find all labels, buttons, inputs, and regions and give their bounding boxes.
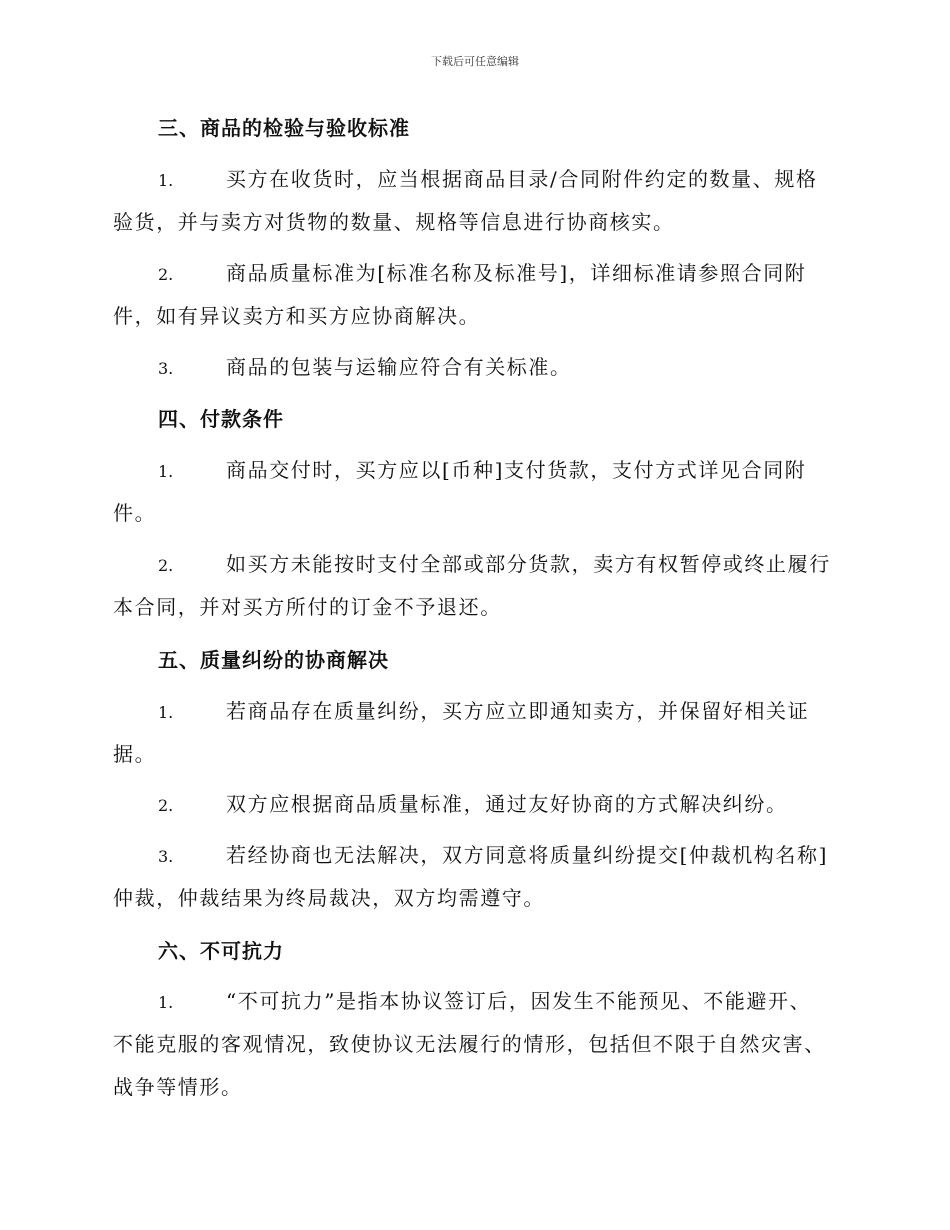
section-heading: 六、不可抗力 — [158, 939, 284, 963]
item-text: “不可抗力”是指本协议签订后，因发生不能预见、不能避开、 — [226, 989, 812, 1013]
section-heading: 五、质量纠纷的协商解决 — [158, 648, 389, 672]
item-text: 本合同，并对买方所付的订金不予退还。 — [113, 595, 502, 619]
item-number: 2. — [158, 796, 174, 815]
page-header: 下载后可任意编辑 — [431, 55, 519, 68]
list-item — [113, 690, 833, 776]
item-number: 2. — [158, 556, 174, 575]
section-heading: 三、商品的检验与验收标准 — [158, 116, 410, 140]
item-text: 件。 — [113, 501, 157, 525]
item-text: 商品质量标准为[标准名称及标准号]，详细标准请参照合同附 — [226, 261, 807, 285]
list-item — [113, 449, 833, 535]
item-text: 战争等情形。 — [113, 1075, 243, 1099]
item-number: 1. — [158, 462, 174, 481]
list-item — [113, 834, 833, 920]
list-item — [113, 543, 833, 629]
item-number: 1. — [158, 703, 174, 722]
item-number: 2. — [158, 265, 174, 284]
item-number: 3. — [158, 359, 174, 378]
item-text: 双方应根据商品质量标准，通过友好协商的方式解决纠纷。 — [226, 792, 788, 816]
item-number: 1. — [158, 993, 174, 1012]
item-number: 3. — [158, 847, 174, 866]
item-number: 1. — [158, 171, 174, 190]
list-item — [113, 783, 833, 826]
item-text: 若商品存在质量纠纷，买方应立即通知卖方，并保留好相关证 — [226, 699, 810, 723]
item-text: 据。 — [113, 742, 157, 766]
list-item — [113, 980, 833, 1109]
list-item — [113, 252, 833, 338]
list-item — [113, 158, 833, 244]
item-text: 商品交付时，买方应以[币种]支付货款，支付方式详见合同附 — [226, 458, 807, 482]
item-text: 若经协商也无法解决，双方同意将质量纠纷提交[仲裁机构名称] — [226, 843, 829, 867]
item-text: 商品的包装与运输应符合有关标准。 — [226, 355, 572, 379]
list-item — [113, 346, 833, 389]
item-text: 验货，并与卖方对货物的数量、规格等信息进行协商核实。 — [113, 210, 675, 234]
section-heading: 四、付款条件 — [158, 407, 284, 431]
item-text: 仲裁，仲裁结果为终局裁决，双方均需遵守。 — [113, 886, 545, 910]
item-text: 件，如有异议卖方和买方应协商解决。 — [113, 304, 481, 328]
item-text: 不能克服的客观情况，致使协议无法履行的情形，包括但不限于自然灾害、 — [113, 1032, 826, 1056]
item-text: 买方在收货时，应当根据商品目录/合同附件约定的数量、规格 — [226, 167, 818, 191]
item-text: 如买方未能按时支付全部或部分货款，卖方有权暂停或终止履行 — [226, 552, 831, 576]
